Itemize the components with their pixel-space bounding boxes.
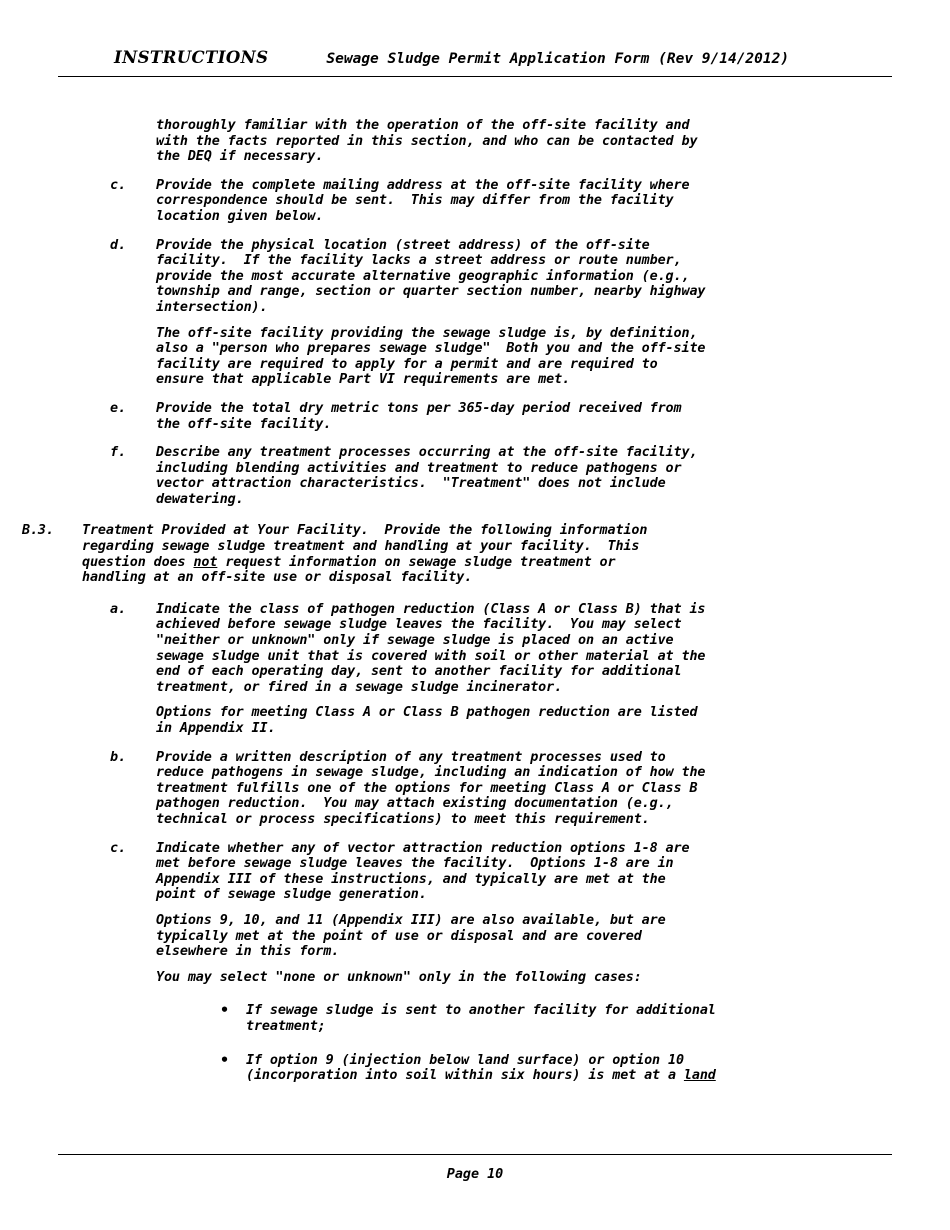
item-b3c-note2-block (110, 970, 890, 986)
section-b3-block (22, 523, 890, 585)
bullet-item-2 (220, 1050, 890, 1084)
section-b3-marker: B.3. (22, 523, 54, 539)
item-b3a-text: Indicate the class of pathogen reduction (Class A or Class B) that is achieved before sewage sludge leaves the facility. You may select "neither or unknown" only if sewage sludge is placed on an active sewage sludge unit that is covered with soil or other material at the end of each operating day, sent to another facility for additional treatment, or fired in a sewage sludge incinerator. (156, 601, 706, 695)
item-d-note-block (110, 326, 890, 388)
page-footer (58, 1154, 892, 1182)
item-b3a-note-block (110, 705, 890, 736)
header-instructions-label: INSTRUCTIONS (114, 48, 269, 67)
bullet-icon: • (220, 1001, 229, 1020)
item-b3b-block (110, 750, 890, 828)
page-number: Page 10 (446, 1167, 504, 1182)
section-b3-line2: regarding sewage sludge treatment and handling at your facility. This (82, 539, 640, 555)
page-header (58, 48, 892, 80)
section-b3-line1: Treatment Provided at Your Facility. Provide the following information (82, 523, 648, 539)
item-b3c-note2-text: You may select "none or unknown" only in the following cases: (156, 969, 642, 985)
header-form-title: Sewage Sludge Permit Application Form (Rev 9/14/2012) (326, 51, 790, 67)
item-b3c-note1-block (110, 913, 890, 960)
item-b3a-block (110, 602, 890, 696)
item-b3a-note-text: Options for meeting Class A or Class B pathogen reduction are listed in Appendix II. (156, 705, 698, 736)
footer-divider (58, 1154, 892, 1155)
item-e-text: Provide the total dry metric tons per 365-day period received from the off-site facility. (156, 400, 682, 432)
page-content (22, 118, 890, 1097)
section-b3-text (82, 523, 890, 585)
item-d-note-marker (110, 326, 156, 388)
item-b3b-text: Provide a written description of any treatment processes used to reduce pathogens in sewage sludge, including an indication of how the treatment fulfills one of the options for meeting Class A or Class B pathogen reduction. You may attach existing documentation (e.g., technical or process specifications) to meet this requirement. (156, 749, 706, 827)
item-b3c-note1-marker (110, 913, 156, 960)
item-b3c-marker: c. (110, 840, 126, 856)
bullet-item-2-underline: land (683, 1068, 716, 1084)
bullet-item-1-text: If sewage sludge is sent to another facility for additional treatment; (246, 1003, 716, 1034)
section-b3-line4: handling at an off-site use or disposal facility. (82, 570, 473, 586)
item-b3a-note-marker (110, 705, 156, 736)
bullet-item-1 (220, 1003, 890, 1034)
item-b3c-block (110, 841, 890, 903)
item-d-marker: d. (110, 237, 126, 253)
continued-paragraph-block (110, 118, 890, 165)
continued-paragraph-text: thoroughly familiar with the operation of the off-site facility and with the facts reported in this section, and who can be contacted by the DEQ if necessary. (156, 118, 698, 165)
item-b3c-text: Indicate whether any of vector attraction reduction options 1-8 are met before sewage sludge leaves the facility. Options 1-8 are in Appendix III of these instructions, and typically are met at the point of sewage sludge generation. (156, 840, 690, 903)
item-f-marker: f. (110, 445, 126, 461)
item-b3a-marker: a. (110, 601, 126, 617)
item-c-block (110, 178, 890, 225)
header-divider (58, 76, 892, 77)
item-e-marker: e. (110, 400, 126, 416)
item-f-text: Describe any treatment processes occurring at the off-site facility, including blending activities and treatment to reduce pathogens or vector attraction characteristics. "Treatment" does not include dewatering. (156, 445, 698, 507)
bullet-item-2-text (246, 1053, 890, 1084)
item-d-block (110, 238, 890, 316)
section-b3-line3-underline: not (193, 554, 218, 570)
bullet-item-2-pre: If option 9 (injection below land surface) or option 10 (incorporation into soil within six hours) is met at a (246, 1052, 684, 1084)
item-c-marker: c. (110, 177, 126, 193)
item-c-text: Provide the complete mailing address at the off-site facility where correspondence should be sent. This may differ from the facility location given below. (156, 177, 690, 224)
section-b3-line3-post: request information on sewage sludge treatment or (217, 554, 616, 570)
section-b3-line3-pre: question does (82, 554, 194, 570)
item-f-block (110, 445, 890, 507)
item-e-block (110, 401, 890, 432)
item-d-text: Provide the physical location (street address) of the off-site facility. If the facility lacks a street address or route number, provide the most accurate alternative geographic information (e.g., township and range, section or quarter section number, nearby highway intersection). (156, 237, 706, 315)
bullet-icon: • (220, 1050, 229, 1069)
item-b3c-note2-marker (110, 970, 156, 986)
item-d-note-text: The off-site facility providing the sewage sludge is, by definition, also a "person who prepares sewage sludge" Both you and the off-site facility are required to apply for a permit and are required to ensure that applicable Part VI requirements are met. (156, 325, 706, 388)
item-b3b-marker: b. (110, 749, 126, 765)
continued-paragraph-marker (110, 118, 156, 165)
item-b3c-note1-text: Options 9, 10, and 11 (Appendix III) are also available, but are typically met at the point of use or disposal and are covered elsewhere in this form. (156, 912, 666, 960)
